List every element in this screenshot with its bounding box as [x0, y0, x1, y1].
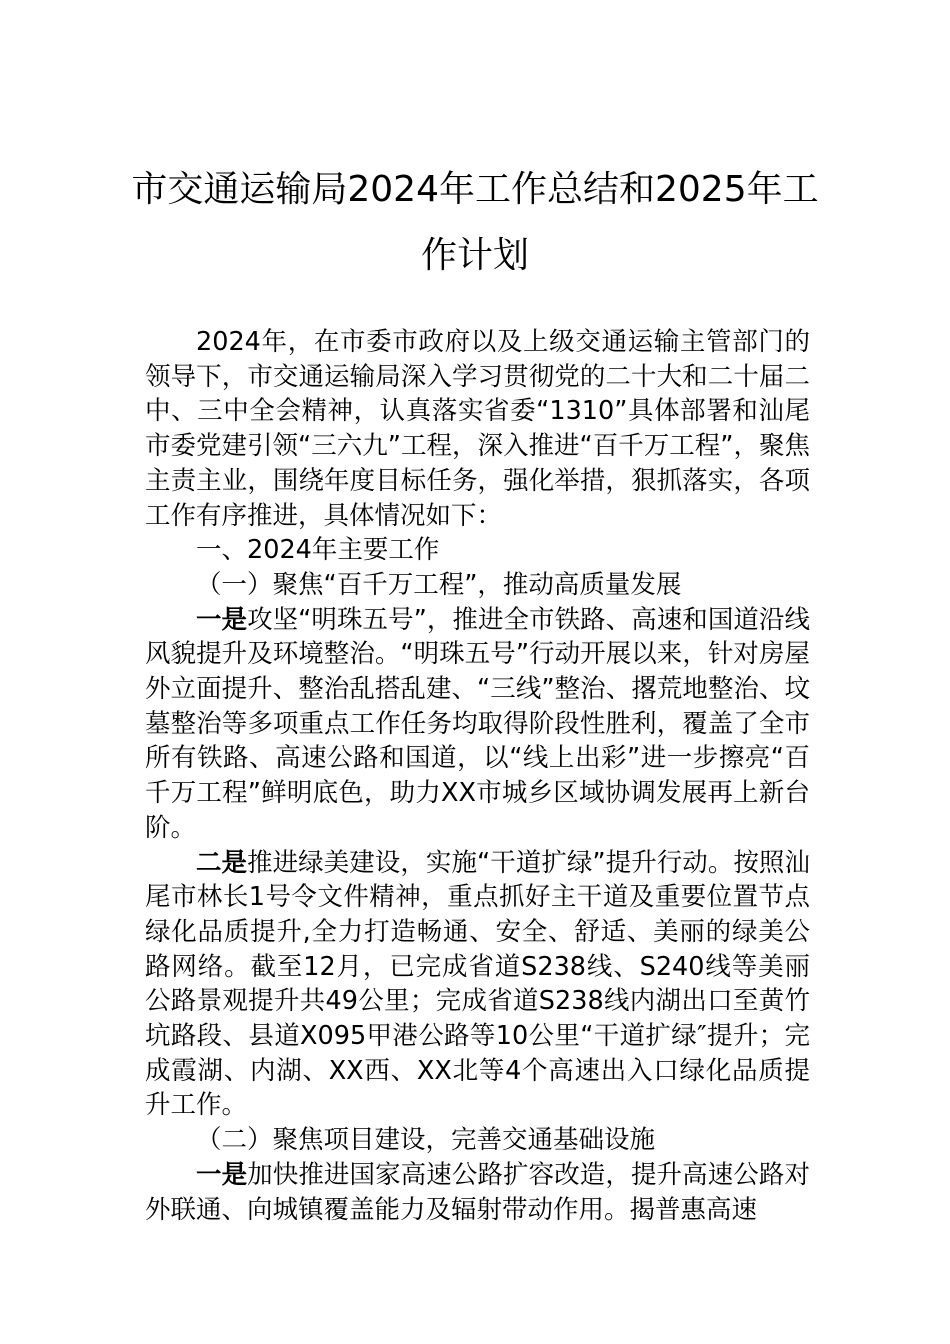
body-paragraph	[145, 1158, 810, 1227]
paragraph-lead: 一是	[196, 604, 248, 635]
intro-paragraph: 2024年，在市委市政府以及上级交通运输主管部门的领导下，市交通运输局深入学习贯彻党的二十大和二十届二中、三中全会精神，认真落实省委“1310”具体部署和汕尾市委党建引领“三六九”工程，深入推进“百千万工程”，聚焦主责主业，围绕年度目标任务，强化举措，狠抓落实，各项工作有序推进，具体情况如下：	[145, 327, 810, 531]
section-heading: 一、2024年主要工作	[196, 535, 440, 566]
subsection-heading: （一）聚焦“百千万工程”，推动高质量发展	[196, 569, 682, 600]
paragraph-text: 攻坚“明珠五号”，推进全市铁路、高速和国道沿线风貌提升及环境整治。“明珠五号”行动开展以来，针对房屋外立面提升、整治乱搭乱建、“三线”整治、撂荒地整治、坟墓整治等多项重点工作任务均取得阶段性胜利，覆盖了全市所有铁路、高速公路和国道，以“线上出彩”进一步擦亮“百千万工程”鲜明底色，助力XX市城乡区域协调发展再上新台阶。	[145, 604, 810, 843]
document-title: 市交通运输局2024年工作总结和2025年工作计划	[131, 169, 819, 276]
body-paragraph	[145, 603, 810, 846]
document-body	[145, 325, 810, 1227]
paragraph-lead: 二是	[196, 847, 248, 878]
paragraph-text: 推进绿美建设，实施“干道扩绿”提升行动。按照汕尾市林长1号令文件精神，重点抓好主干道及重要位置节点绿化品质提升,全力打造畅通、安全、舒适、美丽的绿美公路网络。截至12月，已完成省道S238线、S240线等美丽公路景观提升共49公里；完成省道S238线内湖出口至黄竹坑路段、县道X095甲港公路等10公里“干道扩绿″提升；完成霞湖、内湖、XX西、XX北等4个高速出入口绿化品质提升工作。	[145, 847, 810, 1121]
body-paragraph	[145, 846, 810, 1124]
paragraph-lead: 一是	[196, 1159, 248, 1190]
paragraph-text: 加快推进国家高速公路扩容改造，提升高速公路对外联通、向城镇覆盖能力及辐射带动作用。揭普惠高速	[145, 1159, 810, 1225]
subsection-heading: （二）聚焦项目建设，完善交通基础设施	[196, 1125, 656, 1156]
